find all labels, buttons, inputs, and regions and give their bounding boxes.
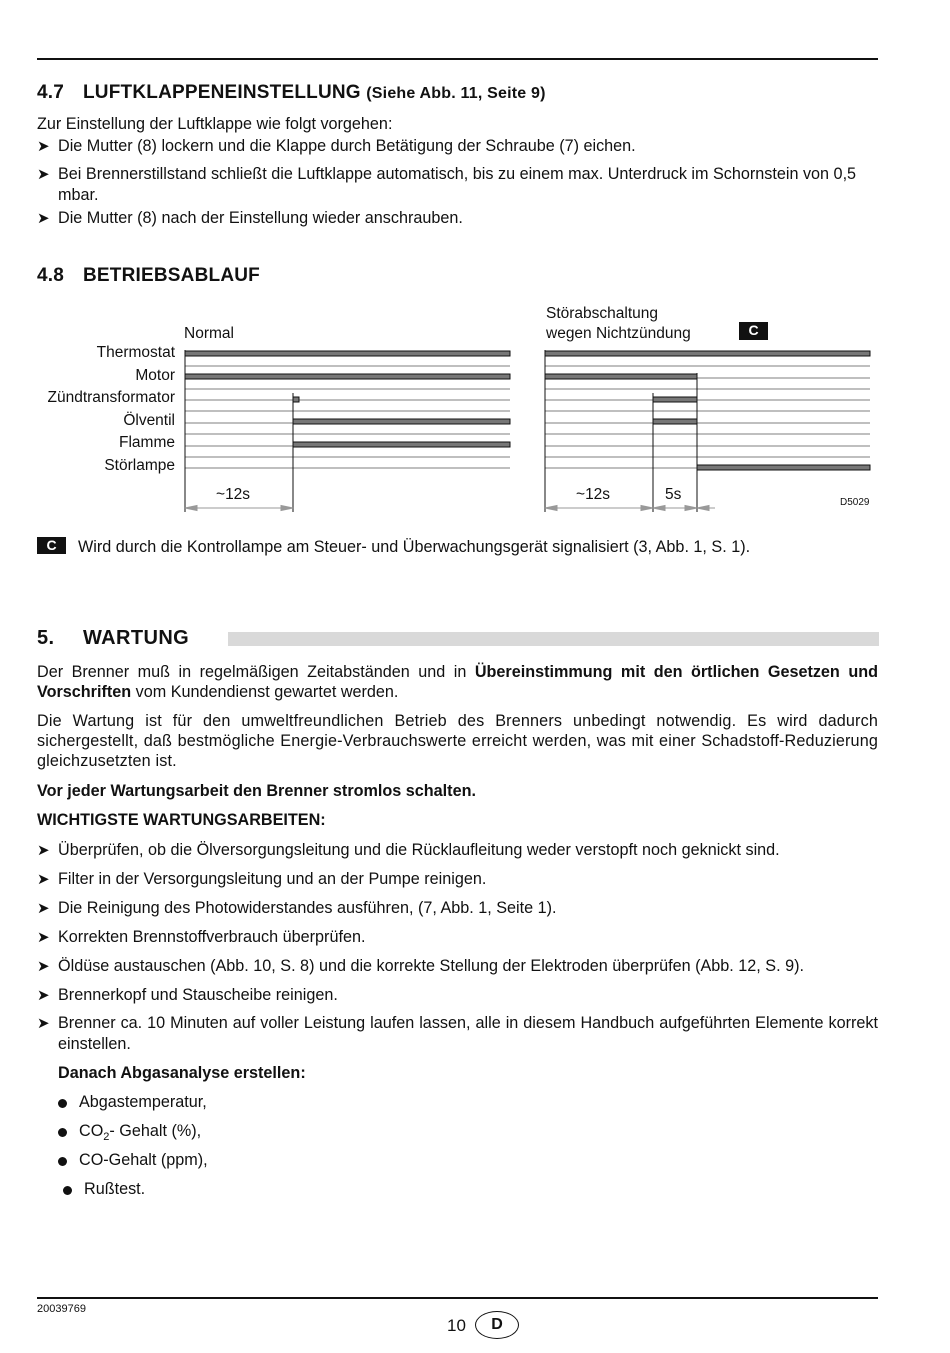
list-item: ➤ Die Mutter (8) nach der Einstellung wieder anschrauben.: [37, 209, 463, 227]
arrow-bullet-icon: ➤: [37, 166, 50, 183]
section-5-heading: [37, 627, 189, 650]
normal-label: Normal: [184, 325, 234, 342]
list-item: ➤ Bei Brennerstillstand schließt die Luftklappe automatisch, bis zu einem max. Unterdruck im Schornstein von 0,5 mbar.: [37, 165, 857, 204]
list-item: ➤ Die Mutter (8) lockern und die Klappe durch Betätigung der Schraube (7) eichen.: [37, 137, 636, 155]
analysis-item: Abgastemperatur,: [58, 1092, 358, 1112]
list-title: WICHTIGSTE WARTUNGSARBEITEN:: [37, 811, 326, 829]
list-item: ➤ Filter in der Versorgungsleitung und an der Pumpe reinigen.: [37, 870, 487, 888]
list-item: ➤ Brenner ca. 10 Minuten auf voller Leistung laufen lassen, alle in diesem Handbuch aufgeführten Elemente korrekt einstellen.: [37, 1014, 878, 1053]
row-label-ignition-transformer: Zündtransformator: [47, 389, 175, 406]
section-4-7-heading: [37, 82, 546, 104]
arrow-bullet-icon: ➤: [37, 987, 50, 1004]
bullet-dot-icon: [58, 1128, 67, 1137]
arrow-bullet-icon: ➤: [37, 210, 50, 227]
heading-bar: [228, 632, 879, 646]
section-title: WARTUNG: [83, 627, 190, 649]
note-marker-c-badge: C: [37, 537, 66, 554]
section-number: 4.8: [37, 265, 65, 286]
fault-duration-label-1: ~12s: [576, 486, 611, 503]
row-label-thermostat: Thermostat: [96, 344, 175, 361]
arrow-bullet-icon: ➤: [37, 842, 50, 859]
timing-diagram: [0, 300, 950, 520]
list-item: ➤ Brennerkopf und Stauscheibe reinigen.: [37, 986, 338, 1004]
row-label-flame: Flamme: [119, 434, 175, 451]
arrow-bullet-icon: ➤: [37, 958, 50, 975]
bullet-dot-icon: [63, 1186, 72, 1195]
warning-text: Vor jeder Wartungsarbeit den Brenner stromlos schalten.: [37, 782, 476, 800]
section-4-7-intro: Zur Einstellung der Luftklappe wie folgt vorgehen:: [37, 115, 393, 133]
marker-c-badge: C: [739, 322, 768, 340]
bullet-dot-icon: [58, 1099, 67, 1108]
bullet-dot-icon: [58, 1157, 67, 1166]
bottom-rule: [37, 1297, 878, 1299]
note-text: Wird durch die Kontrollampe am Steuer- und Überwachungsgerät signalisiert (3, Abb. 1, S. 1).: [78, 538, 751, 556]
analysis-item: $CO_2-$ Gehalt (%),: [58, 1121, 358, 1147]
arrow-bullet-icon: ➤: [37, 138, 50, 155]
row-label-motor: Motor: [135, 367, 175, 384]
drawing-code: D5029: [840, 497, 870, 508]
page-number: 10: [447, 1316, 466, 1335]
section-number: 5.: [37, 627, 55, 649]
section-title: LUFTKLAPPENEINSTELLUNG: [83, 82, 361, 103]
language-badge: D: [475, 1311, 519, 1339]
section-number: 4.7: [37, 82, 65, 103]
list-item: ➤ Korrekten Brennstoffverbrauch überprüfen.: [37, 928, 366, 946]
analysis-item: CO-Gehalt (ppm),: [58, 1150, 358, 1170]
top-rule: [37, 58, 878, 60]
list-item: ➤ Überprüfen, ob die Ölversorgungsleitung und die Rücklaufleitung weder verstopft noch geknickt sind.: [37, 841, 780, 859]
arrow-bullet-icon: ➤: [37, 871, 50, 888]
arrow-bullet-icon: ➤: [37, 1015, 50, 1032]
list-item: ➤ Öldüse austauschen (Abb. 10, S. 8) und die korrekte Stellung der Elektroden überprüfen (Abb. 12, S. 9).: [37, 957, 804, 975]
section-title: BETRIEBSABLAUF: [83, 265, 260, 286]
fault-label: Störabschaltung wegen Nichtzündung: [546, 305, 691, 342]
section-4-8-heading: [37, 265, 260, 287]
document-code: 20039769: [37, 1303, 86, 1315]
paragraph-1: Der Brenner muß in regelmäßigen Zeitabständen und in Übereinstimmung mit den örtlichen Gesetzen und Vorschriften vom Kundendienst gewartet werden.: [37, 663, 878, 701]
analysis-title: Danach Abgasanalyse erstellen:: [58, 1064, 306, 1082]
timing-diagram-graphic: [0, 300, 950, 520]
row-label-fault-lamp: Störlampe: [104, 457, 175, 474]
fault-duration-label-2: 5s: [665, 486, 682, 503]
row-label-oil-valve: Ölventil: [123, 412, 175, 429]
list-item: ➤ Die Reinigung des Photowiderstandes ausführen, (7, Abb. 1, Seite 1).: [37, 899, 557, 917]
normal-duration-label: ~12s: [216, 486, 251, 503]
arrow-bullet-icon: ➤: [37, 900, 50, 917]
analysis-item: Rußtest.: [63, 1179, 363, 1199]
paragraph-2: Die Wartung ist für den umweltfreundlichen Betrieb des Brenners unbedingt notwendig. Es wird dadurch sichergestellt, daß bestmögliche Energie-Verbrauchswerte erreicht werden, was mit einer Schadstoff-Reduzierung gleichzusetzten ist.: [37, 712, 878, 770]
arrow-bullet-icon: ➤: [37, 929, 50, 946]
section-reference: (Siehe Abb. 11, Seite 9): [366, 85, 546, 102]
